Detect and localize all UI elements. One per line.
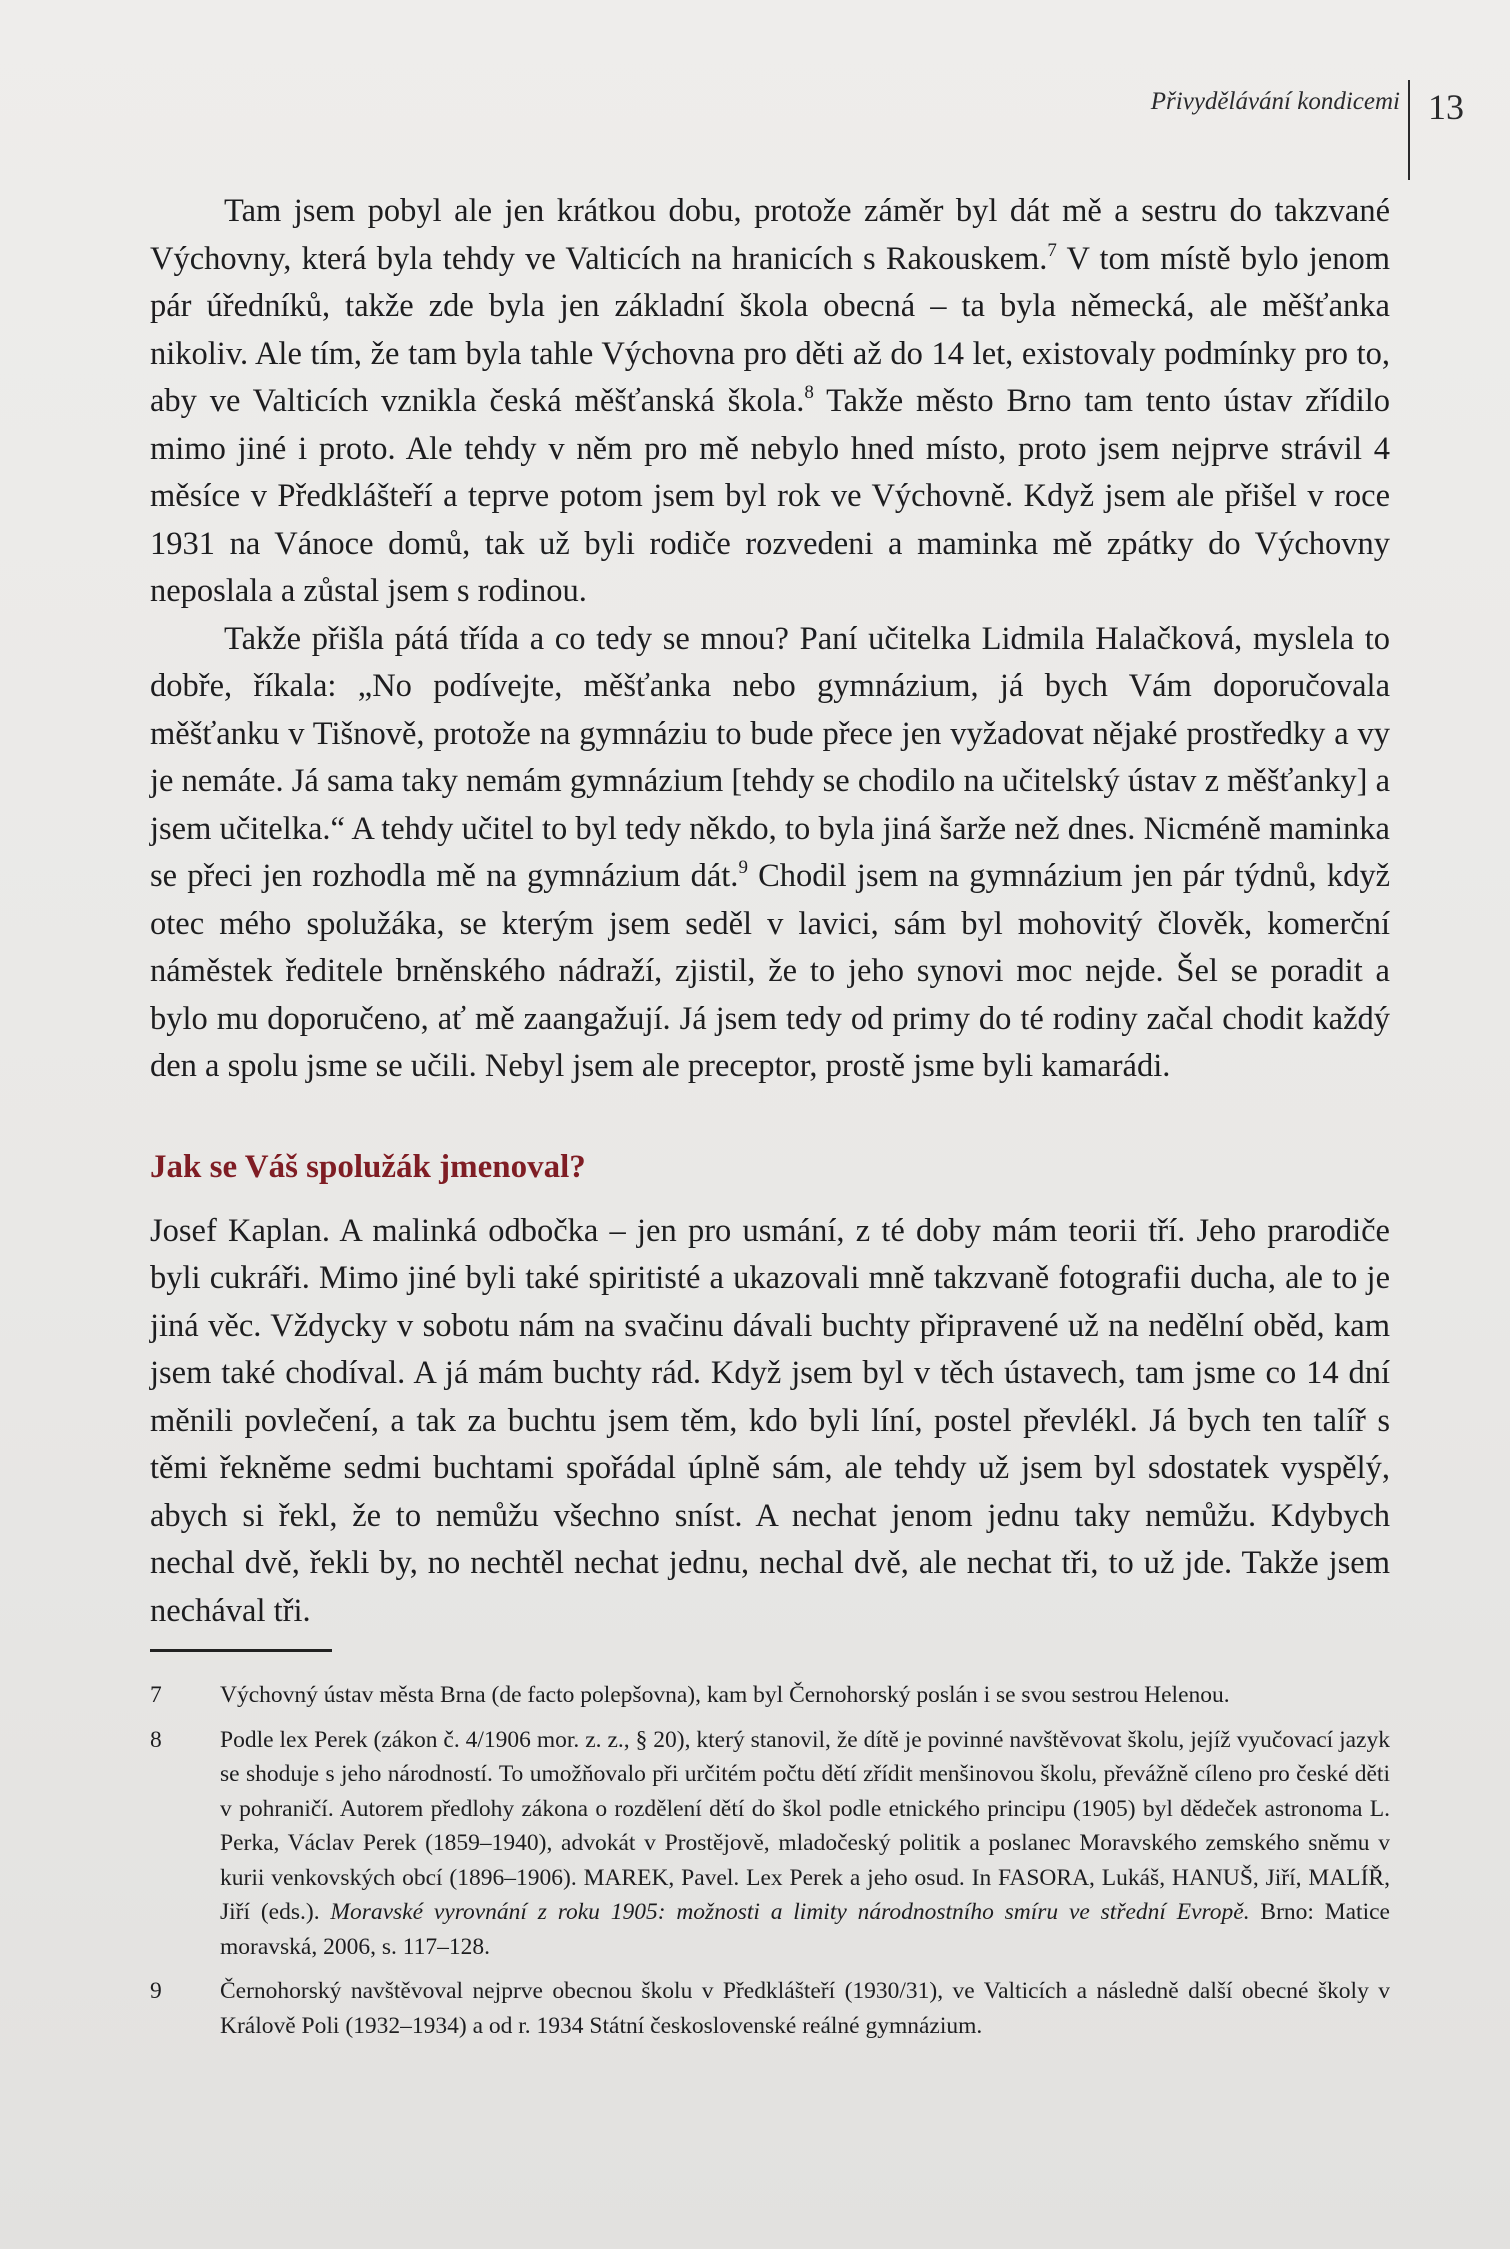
running-header: Přivydělávání kondicemi: [1150, 88, 1400, 115]
paragraph: Takže přišla pátá třída a co tedy se mnou? Paní učitelka Lidmila Halačková, myslela to dobře, říkala: „No podívejte, měšťanka nebo gymnázium, já bych Vám doporučovala měšťanku v Tišnově, protože na gymnáziu to bude přece jen vyžadovat nějaké prostředky a vy je nemáte. Já sama taky nemám gymnázium [tehdy se chodilo na učitelský ústav z měšťanky] a jsem učitelka.“ A tehdy učitel to byl tedy někdo, to byla jiná šarže než dnes. Nicméně maminka se přeci jen rozhodla mě na gymnázium dát.$^9$ Chodil jsem na gymnázium jen pár týdnů, když otec mého spolužáka, se kterým jsem seděl v lavici, sám byl mohovitý člověk, komerční náměstek ředitele brněnského nádraží, zjistil, že to jeho synovi moc nejde. Šel se poradit a bylo mu doporučeno, ať mě zaangažují. Já jsem tedy od primy do té rodiny začal chodit každý den a spolu jsme se učili. Nebyl jsem ale preceptor, prostě jsme byli kamarádi.: [150, 620, 1390, 1084]
footnote-ref: 7: [1047, 239, 1057, 261]
footnote-text: Černohorský navštěvoval nejprve obecnou školu v Předklášteří (1930/31), ve Valticích a následně další obecné školy v Králově Poli (1932–1934) a od r. 1934 Státní československé reálné gymnázium.: [220, 1978, 1390, 2039]
footnote: [150, 1974, 1390, 2043]
footnote-number: 9: [150, 1978, 162, 2004]
interview-question: Jak se Váš spolužák jmenoval?: [150, 1148, 586, 1185]
footnote-separator: [150, 1649, 332, 1652]
interview-answer: Josef Kaplan. A malinká odbočka – jen pro usmání, z té doby mám teorii tří. Jeho prarodiče byli cukráři. Mimo jiné byli také spiritisté a ukazovali mně takzvaně fotografii ducha, ale to je jiná věc. Vždycky v sobotu nám na svačinu dávali buchty připravené už na nedělní oběd, kam jsem také chodíval. A já mám buchty rád. Když jsem byl v těch ústavech, tam jsme co 14 dní měnili povlečení, a tak za buchtu jsem těm, kdo byli líní, postel převlékl. Já bych ten talíř s těmi řekněme sedmi buchtami spořádal úplně sám, ale tehdy už jsem byl sdostatek vyspělý, abych si řekl, že to nemůžu všechno sníst. A nechat jenom jednu taky nemůžu. Kdybych nechal dvě, řekli by, no nechtěl nechat jednu, nechal dvě, ale nechat tři, to už jde. Takže jsem nechával tři.: [150, 1212, 1390, 1629]
footnote-text: Výchovný ústav města Brna (de facto polepšovna), kam byl Černohorský poslán i se svou sestrou Helenou.: [220, 1682, 1230, 1708]
italic-title: Moravské vyrovnání z roku 1905: možnosti a limity národnostního smíru ve střední Evropě.: [330, 1899, 1250, 1925]
footnote: [150, 1723, 1390, 1965]
footnote-ref: 9: [738, 857, 748, 878]
paragraph: Tam jsem pobyl ale jen krátkou dobu, protože záměr byl dát mě a sestru do takzvané Výchovny, která byla tehdy ve Valticích na hranicích s Rakouskem.$^7$ V tom místě bylo jenom pár úředníků, takže zde byla jen základní škola obecná – ta byla německá, ale měšťanka nikoliv. Ale tím, že tam byla tahle Výchovna pro děti až do 14 let, existovaly podmínky pro to, aby ve Valticích vznikla česká měšťanská škola.$^8$ Takže město Brno tam tento ústav zřídilo mimo jiné i proto. Ale tehdy v něm pro mě nebylo hned místo, proto jsem nejprve strávil 4 měsíce v Předklášteří a teprve potom jsem byl rok ve Výchovně. Když jsem ale přišel v roce 1931 na Vánoce domů, tak už byli rodiče rozvedeni a maminka mě zpátky do Výchovny neposlala a zůstal jsem s rodinou.: [150, 193, 1391, 609]
footnote: [150, 1678, 1390, 1713]
footnote-number: 7: [150, 1682, 162, 1708]
footnote-text: Podle lex Perek (zákon č. 4/1906 mor. z. z., § 20), který stanovil, že dítě je povinné navštěvovat školu, jejíž vyučovací jazyk se shoduje s jeho národností. To umožňovalo při určitém počtu dětí zřídit menšinovou školu, převážně cíleno pro české děti v pohraničí. Autorem předlohy zákona o rozdělení dětí do škol podle etnického principu (1905) byl dědeček astronoma L. Perka, Václav Perek (1859–1940), advokát v Prostějově, mladočeský politik a poslanec Moravského zemského sněmu v kurii venkovských obcí (1896–1906). MAREK, Pavel. Lex Perek a jeho osud. In FASORA, Lukáš, HANUŠ, Jiří, MALÍŘ, Jiří (eds.). Moravské vyrovnání z roku 1905: možnosti a limity národnostního smíru ve střední Evropě. Brno: Matice moravská, 2006, s. 117–128.: [220, 1726, 1390, 1960]
footnote-number: 8: [150, 1726, 162, 1753]
page-body: [150, 188, 1390, 2053]
page-number: 13: [1428, 87, 1464, 127]
footnote-ref: 8: [804, 382, 814, 403]
header-rule: [1408, 80, 1410, 180]
